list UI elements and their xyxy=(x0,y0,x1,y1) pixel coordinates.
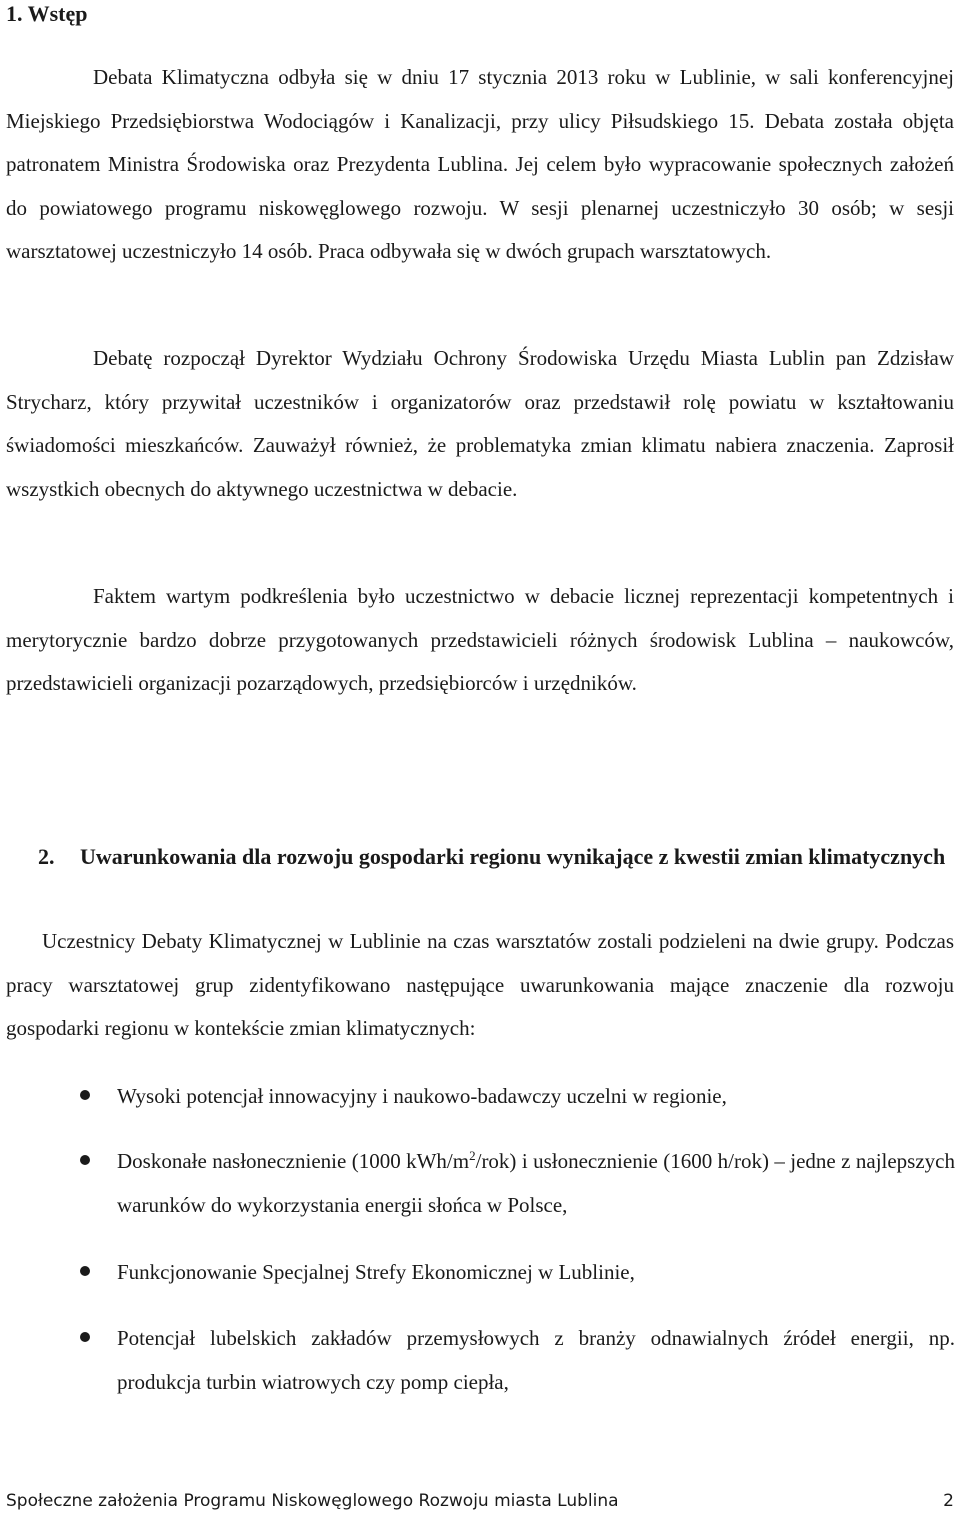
list-item-text: Potencjał lubelskich zakładów przemysłowych z branży odnawialnych źródeł energii, np. produkcja turbin wiatrowych czy pomp ciepła, xyxy=(117,1326,955,1394)
bullet-icon xyxy=(80,1266,90,1276)
bullet-icon xyxy=(80,1155,90,1165)
paragraph-participants: Faktem wartym podkreślenia było uczestnictwo w debacie licznej reprezentacji kompetentnych i merytorycznie bardzo dobrze przygotowanych przedstawicieli różnych środowisk Lublina – naukowców, przedstawicieli organizacji pozarządowych, przedsiębiorców i urzędników. xyxy=(6,584,954,696)
list-item-text-part: Doskonałe nasłonecznienie (1000 kWh/m xyxy=(117,1149,470,1173)
paragraph-workshop-intro: Uczestnicy Debaty Klimatycznej w Lublinie na czas warsztatów zostali podzieleni na dwie grupy. Podczas pracy warsztatowej grup zidentyfikowano następujące uwarunkowania mające znaczenie dla rozwoju gospodarki regionu w kontekście zmian klimatycznych: xyxy=(6,929,954,1041)
superscript: 2 xyxy=(469,1148,476,1163)
list-item-text xyxy=(117,1140,955,1227)
paragraph-intro: Debata Klimatyczna odbyła się w dniu 17 stycznia 2013 roku w Lublinie, w sali konferencyjnej Miejskiego Przedsiębiorstwa Wodociągów i Kanalizacji, przy ulicy Piłsudskiego 15. Debata została objęta patronatem Ministra Środowiska oraz Prezydenta Lublina. Jej celem było wypracowanie społecznych założeń do powiatowego programu niskowęglowego rozwoju. W sesji plenarnej uczestniczyło 30 osób; w sesji warsztatowej uczestniczyło 14 osób. Praca odbywała się w dwóch grupach warsztatowych. xyxy=(6,65,954,264)
paragraph-opening: Debatę rozpoczął Dyrektor Wydziału Ochrony Środowiska Urzędu Miasta Lublin pan Zdzisław Strycharz, który przywitał uczestników i organizatorów oraz przedstawił rolę powiatu w kształtowaniu świadomości mieszkańców. Zauważył również, że problematyka zmian klimatu nabiera znaczenia. Zaprosił wszystkich obecnych do aktywnego uczestnictwa w debacie. xyxy=(6,346,954,501)
section-title: Uwarunkowania dla rozwoju gospodarki regionu wynikające z kwestii zmian klimatycznych xyxy=(80,844,946,869)
bullet-icon xyxy=(80,1332,90,1342)
bullet-icon xyxy=(80,1090,90,1100)
list-item-text-part: /rok) i usłonecznienie (1600 h/rok) – jedne z najlepszych warunków do wykorzystania energii słońca w Polsce, xyxy=(117,1149,955,1217)
list-item-text: Funkcjonowanie Specjalnej Strefy Ekonomicznej w Lublinie, xyxy=(117,1260,635,1284)
list-item-text: Wysoki potencjał innowacyjny i naukowo-badawczy uczelni w regionie, xyxy=(117,1084,727,1108)
page-number: 2 xyxy=(943,1491,954,1511)
section-heading-wstep: 1. Wstęp xyxy=(6,1,88,26)
section-heading-uwarunkowania xyxy=(38,835,956,879)
footer-title: Społeczne założenia Programu Niskowęglowego Rozwoju miasta Lublina xyxy=(6,1491,619,1511)
section-number: 2. xyxy=(38,844,55,869)
